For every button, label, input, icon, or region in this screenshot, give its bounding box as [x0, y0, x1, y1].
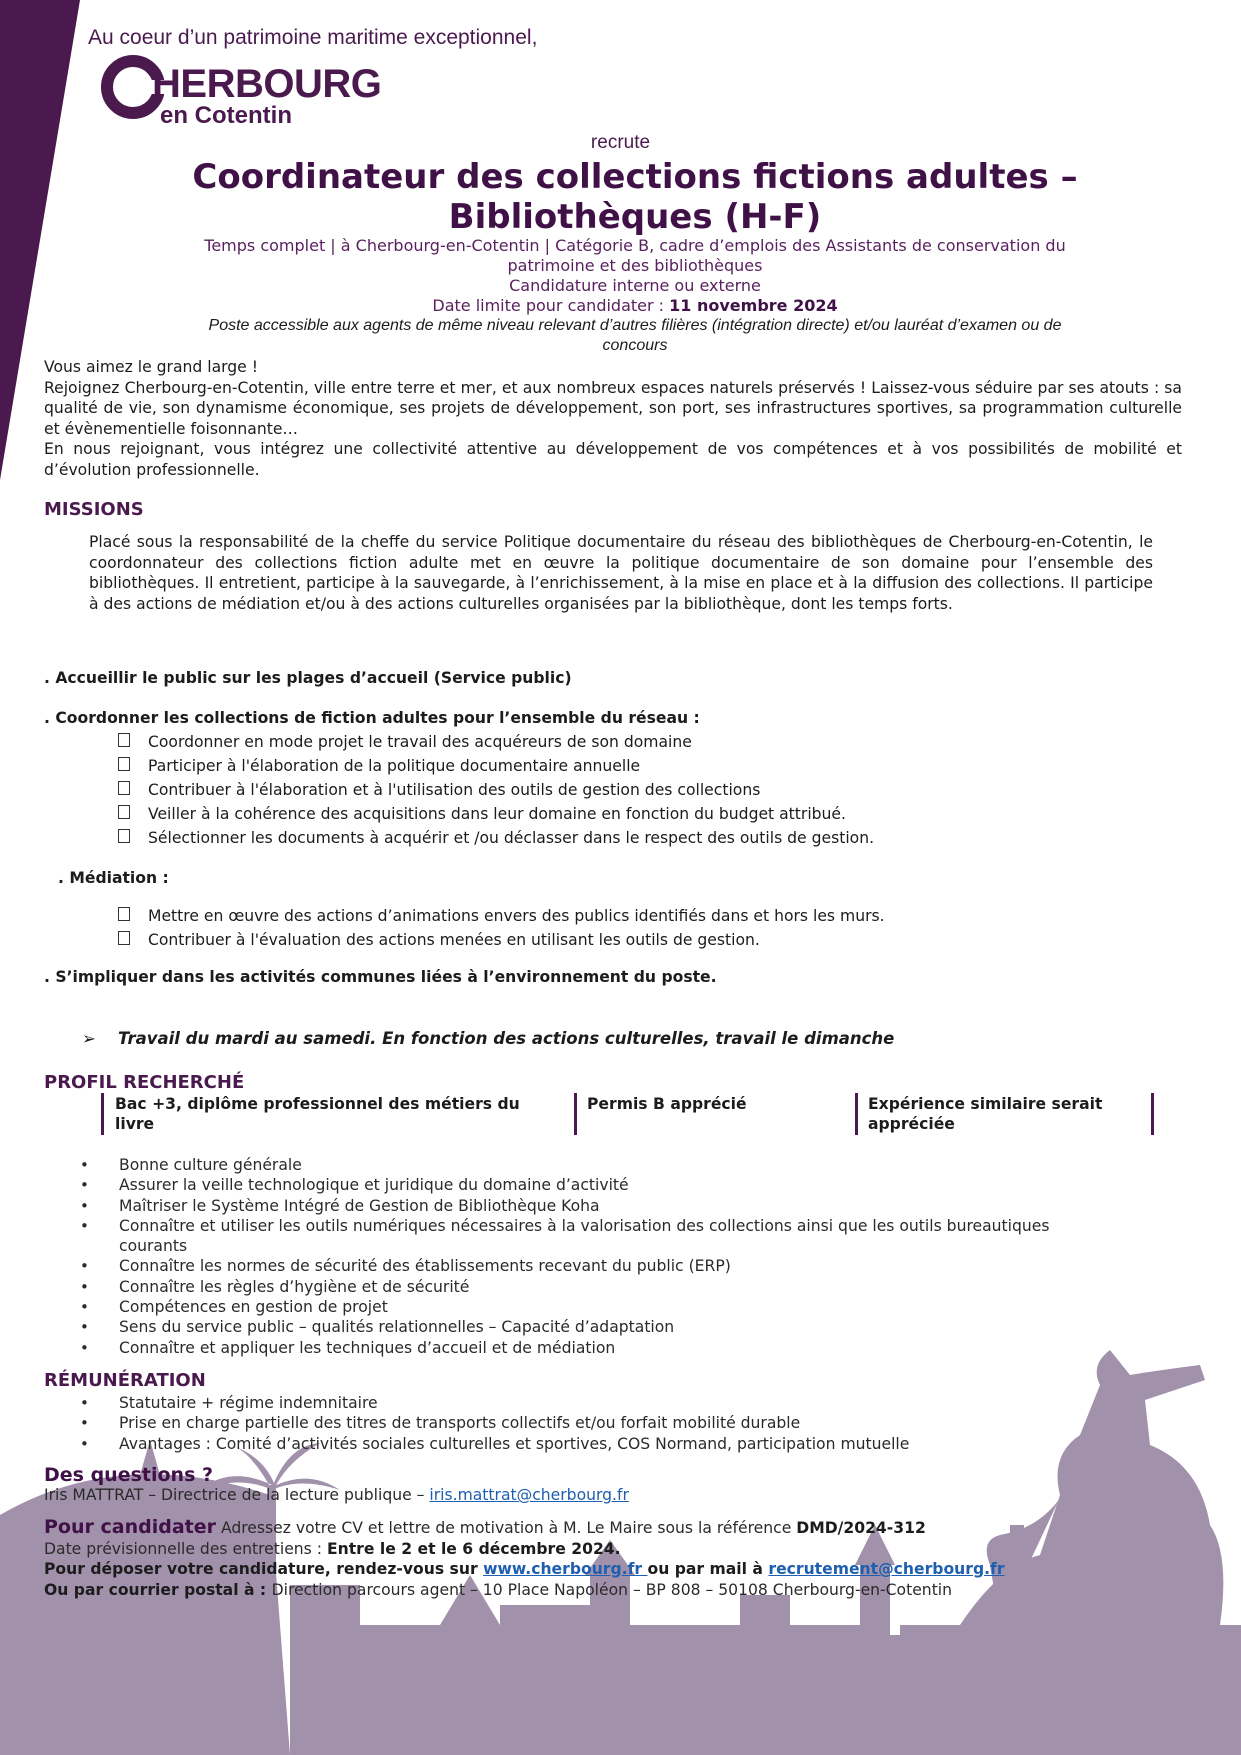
requirement-diploma-line-2: livre	[115, 1115, 155, 1133]
arrow-bullet-icon: ➢	[82, 1029, 96, 1048]
or-email-label: ou par mail à	[647, 1560, 769, 1578]
apply-instructions: Adressez votre CV et lettre de motivation à M. Le Maire sous la référence	[215, 1519, 797, 1537]
contact-line	[44, 1486, 629, 1504]
skill-item: • Maîtriser le Système Intégré de Gestion de Bibliothèque Koha	[80, 1196, 1080, 1216]
task2-item: Sélectionner les documents à acquérir et /ou déclasser dans le respect des outils de gestion.	[148, 829, 875, 847]
interview-label: Date prévisionnelle des entretiens :	[44, 1539, 327, 1558]
task-coordinate-collections: . Coordonner les collections de fiction adultes pour l’ensemble du réseau :	[44, 709, 700, 727]
intro-p3: En nous rejoignant, vous intégrez une collectivité attentive au développement de vos compétences et à vos possibilités de mobilité et d’évolution professionnelle.	[44, 440, 1182, 479]
job-meta	[150, 236, 1120, 316]
intro-p2: Rejoignez Cherbourg-en-Cotentin, ville entre terre et mer, et aux nombreux espaces naturels préservés ! Laissez-vous séduire par ses atouts : sa qualité de vie, son dynamisme économique, ses projets de développement, son port, ses infrastructures sportives, sa programmation culturelle et évènementielle foisonnante…	[44, 378, 1182, 438]
job-title	[120, 157, 1150, 237]
remuneration-item: • Avantages : Comité d’activités sociales culturelles et sportives, COS Normand, participation mutuelle	[80, 1434, 1080, 1454]
missions-heading: MISSIONS	[44, 499, 144, 520]
recruits-label: recrute	[590, 132, 651, 153]
task-welcome-public: . Accueillir le public sur les plages d’accueil (Service public)	[44, 669, 572, 687]
schedule-text: Travail du mardi au samedi. En fonction des actions culturelles, travail le dimanche	[118, 1029, 895, 1048]
requirement-license: Permis B apprécié	[587, 1095, 747, 1113]
online-apply-label: Pour déposer votre candidature, rendez-vous sur	[44, 1560, 484, 1578]
profile-heading: PROFIL RECHERCHÉ	[44, 1072, 245, 1093]
requirement-diploma-line-1: Bac +3, diplôme professionnel des métiers du	[115, 1095, 520, 1113]
checkbox-icon	[118, 907, 130, 921]
checkbox-icon	[118, 733, 130, 747]
intro-p1: Vous aimez le grand large !	[44, 358, 258, 376]
skill-item: • Connaître et appliquer les techniques d’accueil et de médiation	[80, 1338, 1080, 1358]
postal-label: Ou par courrier postal à :	[44, 1580, 272, 1599]
cherbourg-logo	[100, 52, 400, 132]
task2-item: Veiller à la cohérence des acquisitions dans leur domaine en fonction du budget attribué.	[148, 805, 846, 823]
remuneration-list	[80, 1393, 1080, 1454]
skill-item: • Connaître et utiliser les outils numériques nécessaires à la valorisation des collections ainsi que les outils bureautiques courants	[80, 1216, 1080, 1257]
skill-item: • Connaître les normes de sécurité des établissements recevant du public (ERP)	[80, 1256, 1080, 1276]
interview-dates: Entre le 2 et le 6 décembre 2024.	[326, 1539, 621, 1558]
checkbox-icon	[118, 781, 130, 795]
eligibility-note	[160, 316, 1110, 356]
skill-item: • Bonne culture générale	[80, 1155, 1080, 1175]
apply-line-2	[44, 1539, 1204, 1560]
logo-wordmark: HERBOURG	[152, 62, 382, 106]
task-mediation: . Médiation :	[58, 869, 169, 887]
checkbox-icon	[118, 931, 130, 945]
requirement-experience	[868, 1094, 1138, 1134]
requirement-experience-line-1: Expérience similaire serait	[868, 1095, 1103, 1113]
task2-item: Participer à l'élaboration de la politique documentaire annuelle	[148, 757, 641, 775]
task-common-activities: . S’impliquer dans les activités communes liées à l’environnement du poste.	[44, 968, 717, 986]
skill-item: • Assurer la veille technologique et juridique du domaine d’activité	[80, 1175, 1080, 1195]
task2-item: Coordonner en mode projet le travail des acquéreurs de son domaine	[148, 733, 692, 751]
remuneration-item: • Statutaire + régime indemnitaire	[80, 1393, 1080, 1413]
website-link[interactable]: www.cherbourg.fr	[483, 1560, 648, 1578]
remuneration-item: • Prise en charge partielle des titres de transports collectifs et/ou forfait mobilité durable	[80, 1413, 1080, 1433]
apply-line-1	[44, 1517, 1204, 1539]
missions-description: Placé sous la responsabilité de la cheffe du service Politique documentaire du réseau des bibliothèques de Cherbourg-en-Cotentin, le coordonnateur des collections fiction adulte met en œuvre la politique documentaire de son domaine pour l’ensemble des bibliothèques. Il entretient, participe à la sauvegarde, à l’enrichissement, à la mise en place et à la diffusion des collections. Il participe à des actions de médiation et/ou à des actions culturelles organisées par la bibliothèque, dont les temps forts.	[89, 533, 1153, 613]
eligibility-note-line-1: Poste accessible aux agents de même niveau relevant d’autres filières (intégration directe) et/ou lauréat d’examen ou de	[208, 317, 1062, 334]
job-title-line-1: Coordinateur des collections fictions adultes –	[192, 157, 1078, 197]
requirement-diploma	[115, 1094, 555, 1134]
deadline	[150, 296, 1120, 316]
checkbox-icon	[118, 805, 130, 819]
questions-heading: Des questions ?	[44, 1464, 214, 1486]
postal-address: Direction parcours agent – 10 Place Napoléon – BP 808 – 50108 Cherbourg-en-Cotentin	[271, 1580, 953, 1599]
job-title-line-2: Bibliothèques (H-F)	[448, 197, 822, 237]
contact-email-link[interactable]: iris.mattrat@cherbourg.fr	[429, 1486, 629, 1504]
skills-list	[80, 1155, 1080, 1358]
apply-section	[44, 1517, 1204, 1600]
apply-reference: DMD/2024-312	[796, 1519, 926, 1537]
checkbox-icon	[118, 829, 130, 843]
task3-item: Contribuer à l'évaluation des actions menées en utilisant les outils de gestion.	[148, 931, 760, 949]
requirement-experience-line-2: appréciée	[868, 1115, 955, 1133]
checkbox-icon	[118, 757, 130, 771]
eligibility-note-line-2: concours	[602, 337, 668, 354]
intro-text	[44, 357, 1182, 480]
task3-item: Mettre en œuvre des actions d’animations envers des publics identifiés dans et hors les murs.	[148, 907, 885, 925]
skill-item: • Compétences en gestion de projet	[80, 1297, 1080, 1317]
job-meta-line-3: Candidature interne ou externe	[509, 276, 761, 295]
deadline-label: Date limite pour candidater :	[432, 296, 665, 315]
apply-email-link[interactable]: recrutement@cherbourg.fr	[768, 1560, 1005, 1578]
apply-line-4	[44, 1580, 1204, 1601]
skill-item: • Connaître les règles d’hygiène et de sécurité	[80, 1277, 1080, 1297]
logo-subtitle: en Cotentin	[160, 102, 292, 129]
apply-heading: Pour candidater	[44, 1516, 216, 1538]
tagline: Au coeur d’un patrimoine maritime exceptionnel,	[88, 26, 538, 49]
skill-item: • Sens du service public – qualités relationnelles – Capacité d’adaptation	[80, 1317, 1080, 1337]
schedule-line	[82, 1029, 894, 1048]
apply-line-3	[44, 1559, 1204, 1580]
task2-item: Contribuer à l'élaboration et à l'utilisation des outils de gestion des collections	[148, 781, 761, 799]
contact-text: Iris MATTRAT – Directrice de la lecture publique –	[44, 1486, 430, 1504]
deadline-value: 11 novembre 2024	[669, 296, 838, 315]
job-meta-line-1: Temps complet | à Cherbourg-en-Cotentin | Catégorie B, cadre d’emplois des Assistants de conservation du	[204, 236, 1066, 255]
remuneration-heading: RÉMUNÉRATION	[44, 1370, 206, 1391]
job-meta-line-2: patrimoine et des bibliothèques	[507, 256, 763, 275]
